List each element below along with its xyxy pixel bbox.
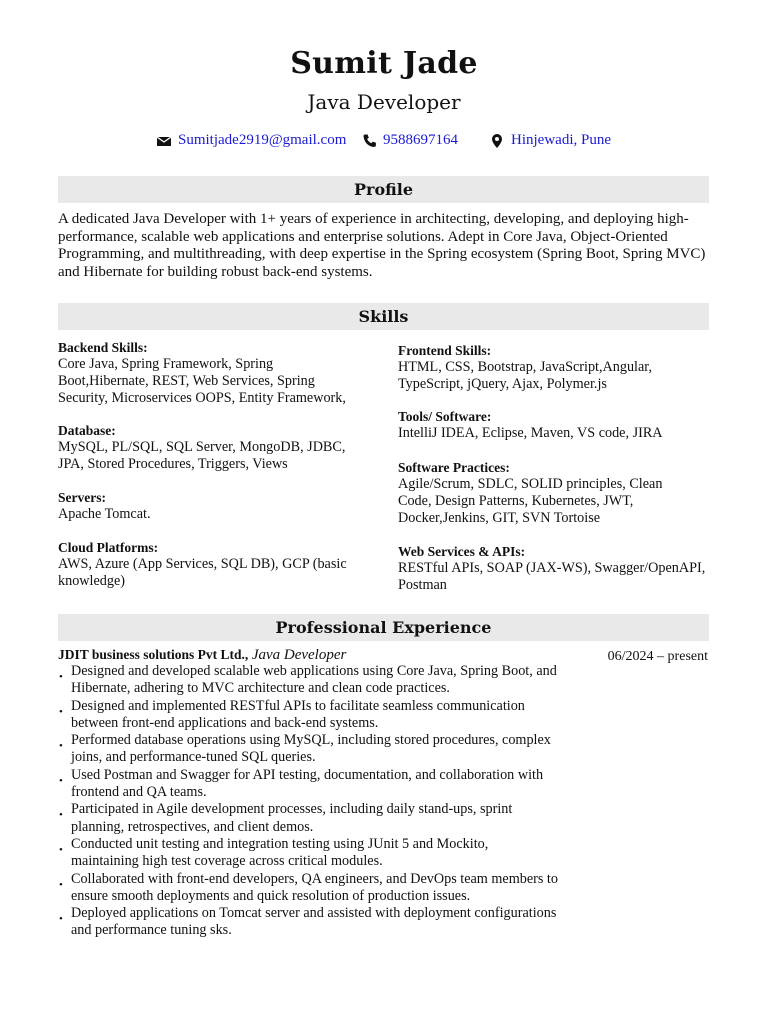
skill-title: Tools/ Software:: [398, 409, 492, 424]
skill-title: Software Practices:: [398, 460, 510, 475]
bullet-text: Designed and implemented RESTful APIs to facilitate seamless communication between front-end applications and back-end systems.: [71, 697, 525, 731]
skill-title: Servers:: [58, 490, 106, 505]
job-bullet: [58, 663, 558, 697]
skill-text: MySQL, PL/SQL, SQL Server, MongoDB, JDBC, JPA, Stored Procedures, Triggers, Views: [58, 439, 346, 472]
job-bullet: [58, 801, 558, 835]
job-bullet: [58, 905, 558, 939]
bullet-text: Used Postman and Swagger for API testing, documentation, and collaboration with frontend and QA teams.: [71, 766, 544, 800]
job-dates: 06/2024 – present: [607, 649, 708, 664]
skill-text: HTML, CSS, Bootstrap, JavaScript,Angular, TypeScript, jQuery, Ajax, Polymer.js: [398, 359, 653, 392]
skill-title: Backend Skills:: [58, 340, 148, 355]
skill-group-database: [58, 422, 358, 473]
bullet-icon: •: [59, 843, 63, 856]
skill-text: AWS, Azure (App Services, SQL DB), GCP (basic knowledge): [58, 556, 347, 589]
job-bullet: [58, 732, 558, 766]
bullet-icon: •: [59, 705, 63, 718]
job-bullet: [58, 767, 558, 801]
contact-bar: [0, 132, 768, 152]
skill-title: Database:: [58, 423, 116, 438]
skill-text: Apache Tomcat.: [58, 506, 151, 522]
candidate-name: Sumit Jade: [290, 46, 478, 81]
email-link[interactable]: Sumitjade2919@gmail.com: [178, 132, 347, 148]
bullet-text: Deployed applications on Tomcat server and assisted with deployment configurations and performance tuning sks.: [71, 905, 557, 939]
bullet-icon: •: [59, 774, 63, 787]
bullet-icon: •: [59, 740, 63, 753]
skills-heading: Skills: [58, 303, 709, 330]
skill-title: Web Services & APIs:: [398, 544, 526, 559]
bullet-icon: •: [59, 913, 63, 926]
location-link[interactable]: Hinjewadi, Pune: [511, 132, 611, 148]
job-bullet: [58, 871, 558, 905]
job-bullet: [58, 698, 558, 732]
experience-heading: Professional Experience: [58, 614, 709, 641]
skill-group-backend: [58, 339, 358, 407]
bullet-icon: •: [59, 878, 63, 891]
skill-group-servers: [58, 489, 358, 523]
bullet-icon: •: [59, 671, 63, 683]
skill-title: Cloud Platforms:: [58, 540, 159, 555]
job-bullets: [58, 663, 558, 940]
bullet-text: Participated in Agile development processes, including daily stand-ups, sprint planning, retrospectives, and client demos.: [71, 801, 513, 835]
job-title: Java Developer: [251, 647, 347, 663]
bullet-text: Collaborated with front-end developers, QA engineers, and DevOps team members to ensure smooth deployments and quick resolution of production issues.: [71, 870, 558, 904]
phone-link[interactable]: 9588697164: [383, 132, 458, 148]
profile-summary: A dedicated Java Developer with 1+ years of experience in architecting, developing, and deploying high- performance, scalable web applications and enterprise solutions. Adept in Core Java, Object-Oriented Programming, and multithreading, with deep expertise in the Spring ecosystem (Spring Boot, Spring MVC) and Hibernate for building robust back-end systems.: [58, 211, 706, 280]
skill-group-frontend: [398, 342, 698, 393]
map-pin-icon: [489, 133, 505, 149]
skill-text: Agile/Scrum, SDLC, SOLID principles, Clean Code, Design Patterns, Kubernetes, JWT, Docker,Jenkins, GIT, SVN Tortoise: [398, 476, 663, 526]
skill-text: IntelliJ IDEA, Eclipse, Maven, VS code, JIRA: [398, 425, 663, 441]
envelope-icon: [156, 133, 172, 149]
skill-text: RESTful APIs, SOAP (JAX-WS), Swagger/OpenAPI, Postman: [398, 560, 706, 593]
company-name: JDIT business solutions Pvt Ltd.,: [58, 647, 249, 662]
skill-group-cloud: [58, 539, 358, 590]
skill-group-tools: [398, 408, 698, 442]
bullet-text: Designed and developed scalable web applications using Core Java, Spring Boot, and Hibernate, adhering to MVC architecture and clean code practices.: [71, 663, 557, 697]
profile-heading: Profile: [58, 176, 709, 203]
bullet-text: Performed database operations using MySQL, including stored procedures, complex joins, and performance-tuned SQL queries.: [71, 732, 551, 766]
bullet-text: Conducted unit testing and integration testing using JUnit 5 and Mockito, maintaining high test coverage across critical modules.: [71, 835, 489, 870]
skill-title: Frontend Skills:: [398, 343, 492, 358]
phone-icon: [362, 133, 378, 149]
skill-group-webservices: [398, 543, 713, 594]
bullet-icon: •: [59, 809, 63, 822]
skill-text: Core Java, Spring Framework, Spring Boot,Hibernate, REST, Web Services, Spring Security, Microservices OOPS, Entity Framework,: [58, 356, 346, 406]
job-header: [58, 647, 346, 664]
job-bullet: [58, 836, 558, 870]
candidate-role: Java Developer: [307, 90, 461, 114]
skill-group-practices: [398, 459, 698, 527]
